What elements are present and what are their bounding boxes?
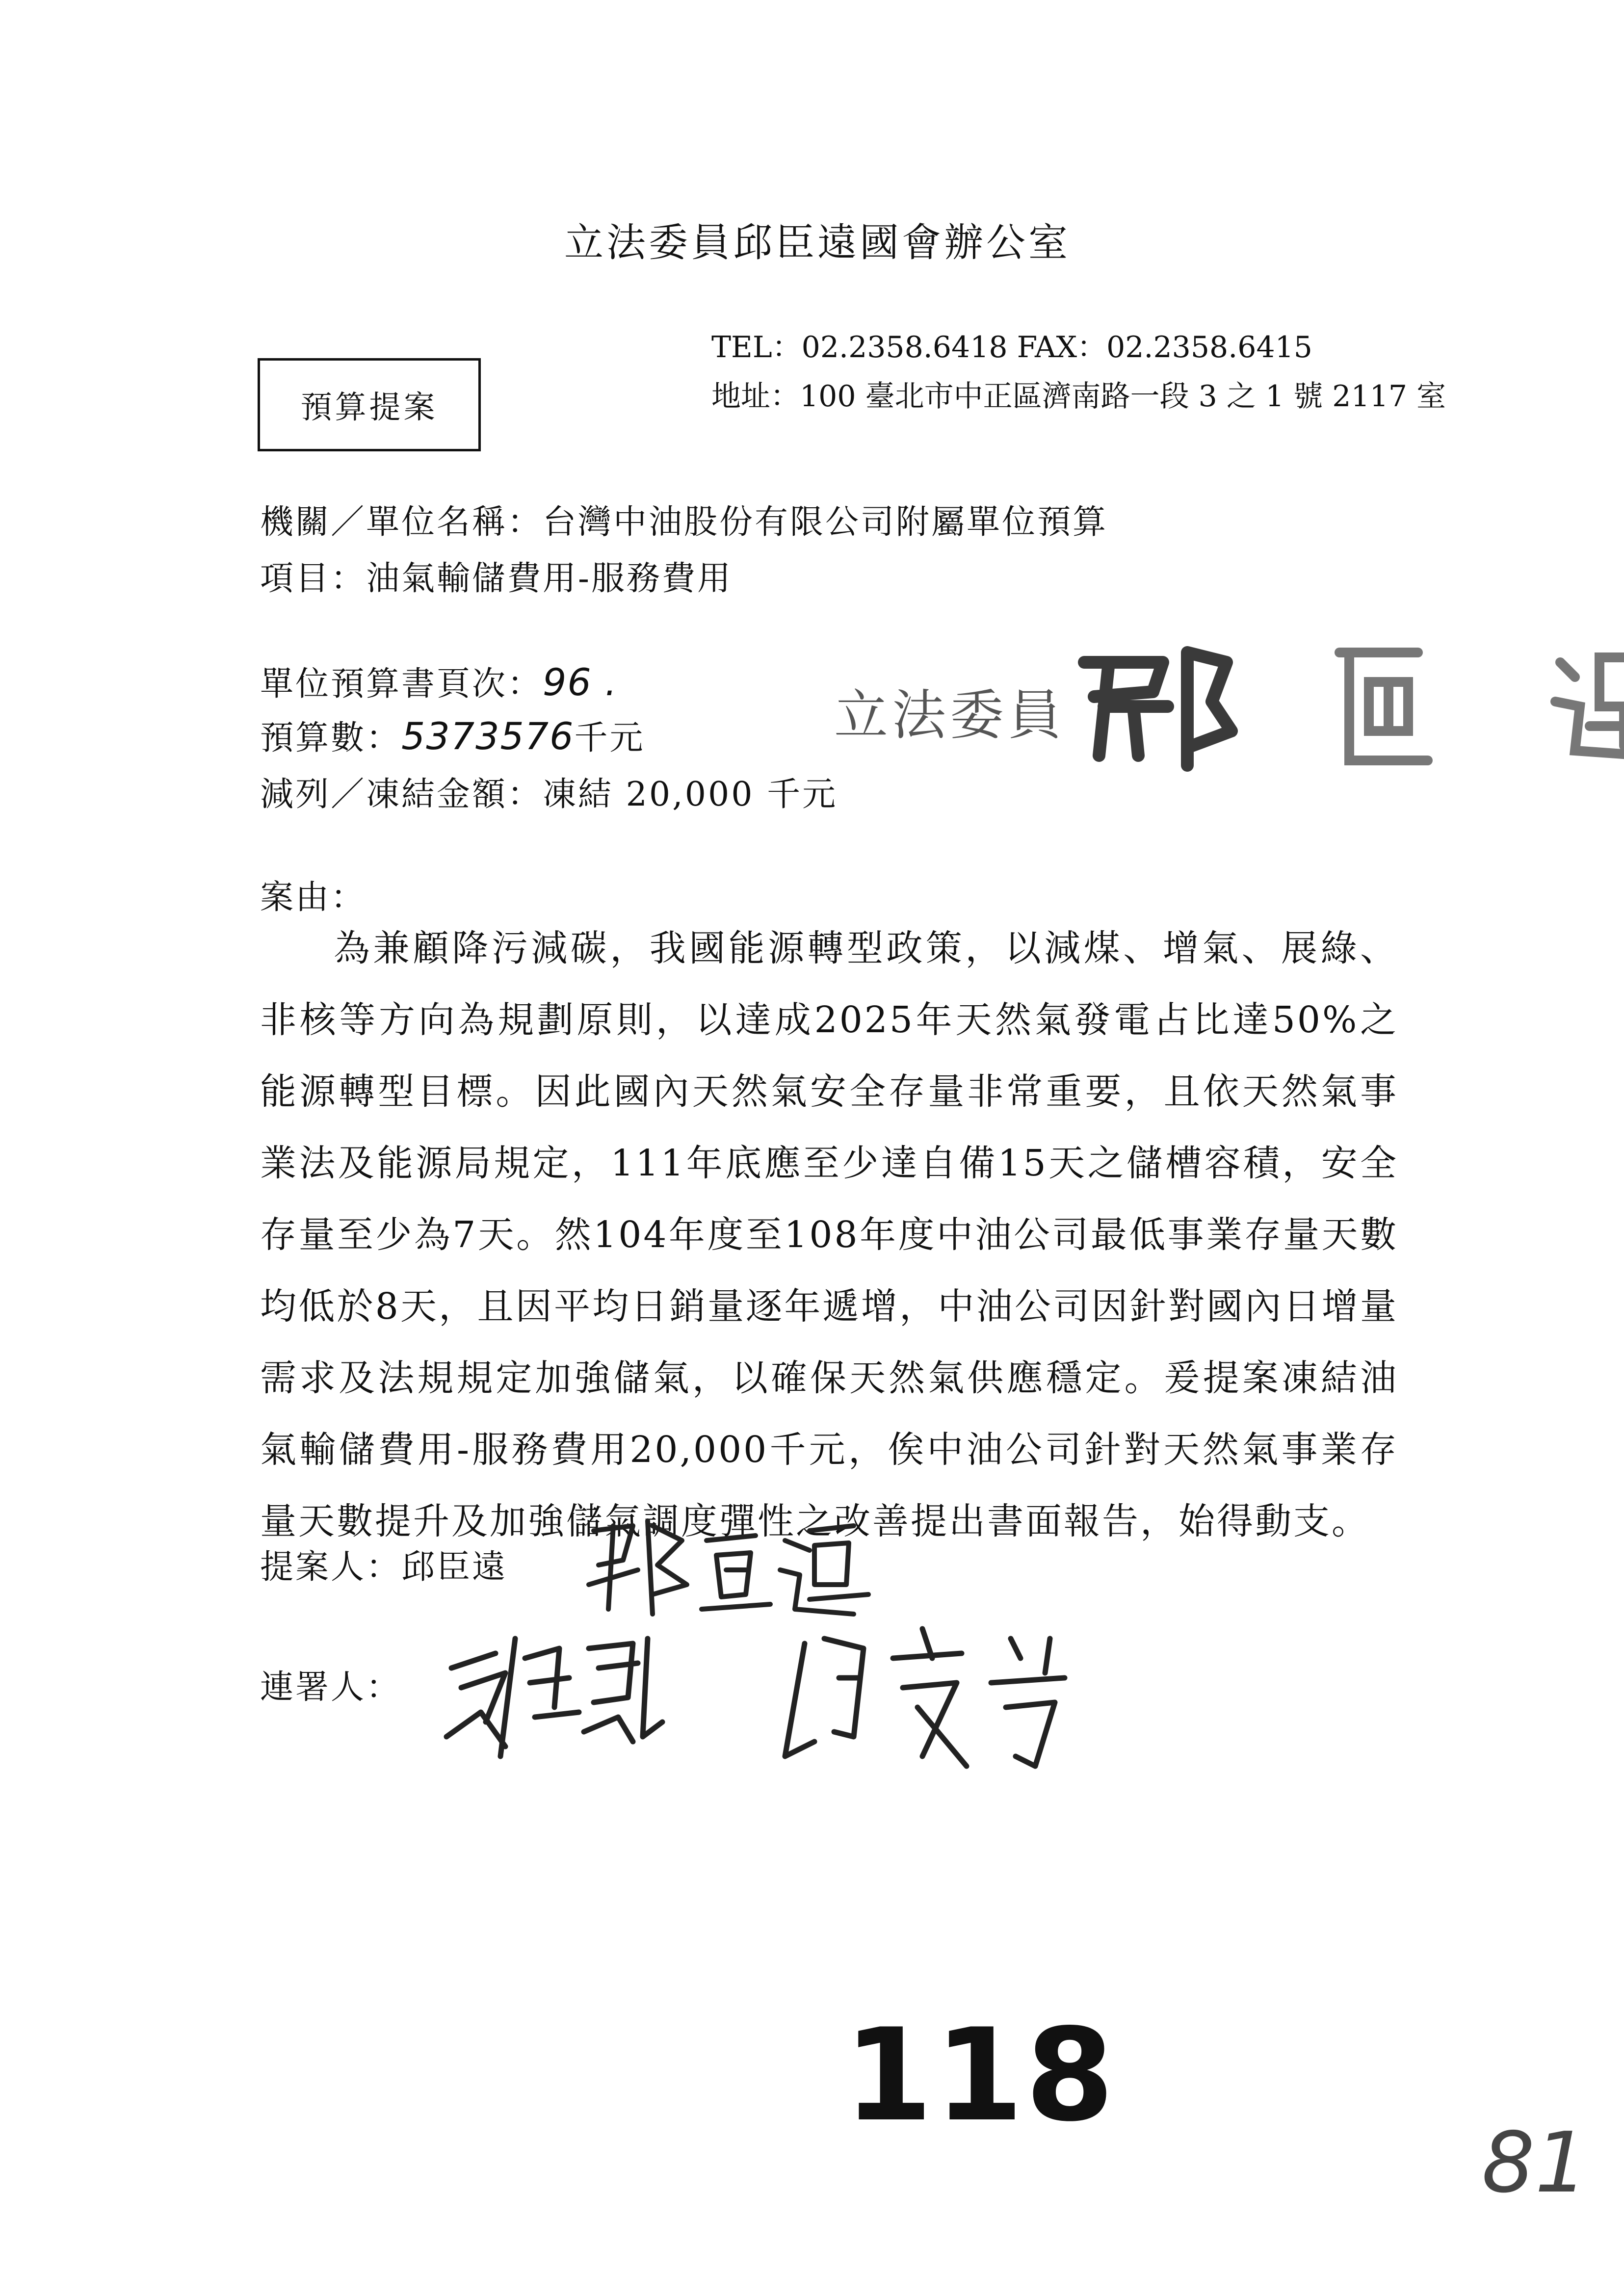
address-line: 地址：100 臺北市中正區濟南路一段 3 之 1 號 2117 室: [711, 379, 1446, 414]
cosigner-signatures: [432, 1609, 1138, 1796]
stamp-title: 立法委員: [834, 684, 1066, 747]
badge-label: 預算提案: [300, 390, 438, 426]
budget-handwritten: 5373576: [401, 714, 575, 758]
stamp-name-seal: [1065, 633, 1624, 780]
item-field: 項目：油氣輸儲費用-服務費用: [260, 559, 733, 598]
budget-unit: 千元: [574, 719, 645, 757]
document-type-badge: [258, 358, 481, 451]
proposer-label: 提案人：邱臣遠: [260, 1548, 508, 1587]
contact-line: TEL：02.2358.6418 FAX：02.2358.6415: [711, 330, 1312, 365]
page-ref-handwritten: 96: [543, 660, 592, 704]
reason-label: 案由：: [260, 878, 367, 917]
budget-field: [260, 711, 645, 759]
cosigner-label: 連署人：: [260, 1668, 402, 1707]
page-ref-field: 單位預算書頁次：96 .: [260, 660, 618, 704]
page-ref-label: 單位預算書頁次：: [260, 665, 543, 704]
agency-field: 機關／單位名稱：台灣中油股份有限公司附屬單位預算: [260, 503, 1108, 542]
reason-body: 為兼顧降污減碳，我國能源轉型政策，以減煤、增氣、展綠、非核等方向為規劃原則，以達成2025年天然氣發電占比達50%之能源轉型目標。因此國內天然氣安全存量非常重要，且依天然氣事業法及能源局規定，111年底應至少達自備15天之儲槽容積，安全存量至少為7天。然104年度至108年度中油公司最低事業存量天數均低於8天，且因平均日銷量逐年遞增，中油公司因針對國內日增量需求及法規規定加強儲氣，以確保天然氣供應穩定。爰提案凍結油氣輸儲費用-服務費用20,000千元，俟中油公司針對天然氣事業存量天數提升及加強儲氣調度彈性之改善提出書面報告，始得動支。: [260, 927, 1398, 1542]
office-title: 立法委員邱臣遠國會辦公室: [564, 220, 1071, 265]
page-number: 118: [844, 2002, 1116, 2150]
budget-label: 預算數：: [260, 719, 402, 757]
proposer-signature: [579, 1511, 883, 1624]
action-field: 減列／凍結金額：凍結 20,000 千元: [260, 775, 838, 814]
folio-number: 81: [1482, 2114, 1588, 2212]
